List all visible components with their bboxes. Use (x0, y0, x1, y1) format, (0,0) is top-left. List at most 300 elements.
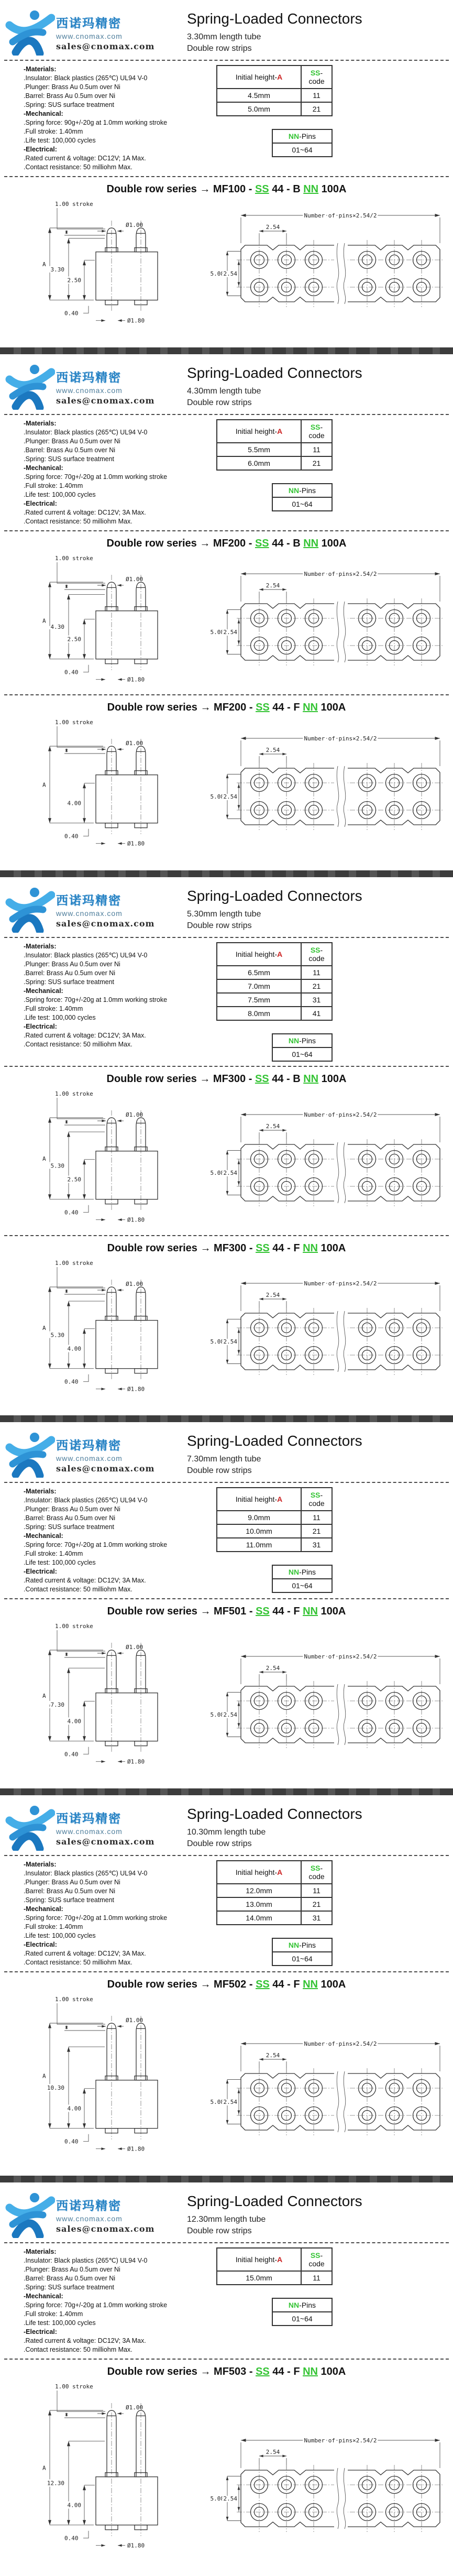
page-title: Spring-Loaded Connectors (187, 1806, 362, 1822)
pins-header-row (272, 1565, 332, 1579)
series-section (0, 2359, 453, 2557)
subtitle-row-type: Double row strips (187, 44, 252, 53)
col-ss-code: SS-code (301, 66, 332, 89)
col-ss-code: SS-code (301, 2248, 332, 2271)
svg-text:1.00 stroke: 1.00 stroke (55, 1259, 93, 1267)
side-view-drawing (34, 552, 181, 691)
top-view-drawing (209, 564, 446, 674)
height-code-header-row (217, 2248, 332, 2271)
datasheet-page (0, 2182, 453, 2572)
page-title: Spring-Loaded Connectors (187, 888, 362, 904)
svg-text:A: A (42, 2464, 46, 2472)
height-code-table (216, 1860, 333, 1925)
series-section (0, 1971, 453, 2160)
pins-header: NN-Pins (272, 1938, 332, 1952)
col-initial-height: Initial height-A (217, 2248, 301, 2271)
pins-value-row (272, 2312, 332, 2326)
height-code-row: 10.0mm 21 (217, 1524, 332, 1538)
company-logo (5, 887, 154, 933)
heading-part: 100A (318, 1242, 346, 1254)
col-ss-code: SS-code (301, 943, 332, 966)
svg-text:5.08: 5.08 (210, 1338, 224, 1346)
dashed-divider (4, 2359, 449, 2360)
series-heading (0, 1073, 453, 1085)
spec-list (24, 65, 207, 172)
svg-text:5.08: 5.08 (210, 1169, 224, 1176)
top-view-drawing (209, 2034, 446, 2144)
svg-text:1.00 stroke: 1.00 stroke (55, 1996, 93, 2003)
company-logo (5, 9, 154, 56)
subtitle-row-type: Double row strips (187, 2226, 252, 2235)
svg-text:2.54: 2.54 (223, 1338, 237, 1346)
subtitle-tube-length: 12.30mm length tube (187, 2214, 266, 2224)
svg-text:5.08: 5.08 (210, 1711, 224, 1719)
logo-figure-icon (5, 9, 55, 56)
dashed-divider (4, 2242, 449, 2243)
svg-text:1.00 stroke: 1.00 stroke (55, 1090, 93, 1098)
tables-column (216, 1860, 333, 1966)
logo-text (56, 891, 154, 929)
pins-header-row (272, 1034, 332, 1047)
spec-line: .Full stroke: 1.40mm (24, 128, 83, 135)
height-code-row: 6.0mm 21 (217, 456, 332, 470)
subtitle-row-type: Double row strips (187, 921, 252, 931)
spec-section-heading: -Materials: (24, 1488, 57, 1496)
height-accent-a: A (277, 1495, 283, 1504)
subtitle-tube-length: 4.30mm length tube (187, 386, 261, 396)
side-view-drawing (34, 716, 181, 855)
logo-brand-cn: 西诺玛精密 (56, 1811, 121, 1826)
series-section (0, 1066, 453, 1231)
svg-text:0.40: 0.40 (64, 310, 79, 317)
series-section (0, 530, 453, 691)
pins-value-row (272, 1047, 332, 1061)
page-title: Spring-Loaded Connectors (187, 10, 362, 27)
svg-text:Number of pins×2.54/2: Number of pins×2.54/2 (304, 1653, 377, 1661)
spec-line: .Rated current & voltage: DC12V; 3A Max. (24, 1032, 146, 1040)
arrow-icon: → (200, 2365, 214, 2377)
spec-line: .Barrel: Brass Au 0.5um over Ni (24, 446, 116, 454)
code-part: SS (256, 2365, 270, 2377)
logo-brand-cn: 西诺玛精密 (56, 893, 121, 908)
svg-text:Ø1.80: Ø1.80 (127, 1216, 145, 1224)
spec-line: .Insulator: Black plastics (265℃) UL94 V-0 (24, 2256, 148, 2264)
spec-line: .Contact resistance: 50 milliohm Max. (24, 517, 132, 525)
spec-line: .Spring force: 70g+/-20g at 1.0mm working stroke (24, 1914, 168, 1922)
heading-part: MF300 - (213, 1073, 255, 1085)
height-accent-a: A (277, 1868, 283, 1877)
dashed-divider (4, 1598, 449, 1599)
code-part: SS (256, 1606, 270, 1618)
svg-text:10.30: 10.30 (47, 2084, 65, 2092)
logo-website: www.cnomax.com (56, 1827, 123, 1836)
pins-range: 01~64 (272, 1952, 332, 1966)
ss-accent: SS (310, 946, 321, 955)
logo-figure-icon (5, 2192, 55, 2238)
page-header (0, 2188, 453, 2238)
page-title: Spring-Loaded Connectors (187, 2192, 362, 2209)
series-heading (0, 183, 453, 195)
logo-email: sales@cnomax.com (56, 919, 155, 929)
tables-column (216, 1487, 333, 1593)
dashed-divider (4, 937, 449, 938)
top-view-drawing (209, 1105, 446, 1215)
pins-header: NN-Pins (272, 2298, 332, 2312)
svg-text:Number of pins×2.54/2: Number of pins×2.54/2 (304, 2040, 377, 2047)
dashed-divider (4, 1855, 449, 1856)
pins-header-row (272, 484, 332, 497)
pins-table (272, 129, 333, 157)
logo-text (56, 1809, 154, 1847)
side-view-drawing (34, 198, 181, 332)
svg-text:Ø1.00: Ø1.00 (125, 1111, 143, 1119)
technical-drawings (34, 1257, 448, 1400)
svg-text:0.40: 0.40 (64, 1209, 79, 1216)
height-code-table (216, 65, 333, 116)
ss-accent: SS (310, 2251, 321, 2260)
spec-line: .Spring force: 70g+/-20g at 1.0mm working stroke (24, 2301, 168, 2309)
arrow-icon: → (200, 1073, 213, 1085)
pins-header: NN-Pins (272, 129, 332, 143)
svg-text:A: A (42, 781, 46, 789)
height-code-header-row (217, 66, 332, 89)
spec-line: .Full stroke: 1.40mm (24, 2310, 83, 2318)
spec-line: .Plunger: Brass Au 0.5um over Ni (24, 437, 120, 445)
svg-text:2.54: 2.54 (266, 1122, 280, 1130)
col-ss-code: SS-code (301, 1861, 332, 1884)
series-sections (0, 530, 453, 855)
arrow-icon: → (200, 1606, 214, 1618)
svg-text:2.54: 2.54 (223, 1169, 237, 1176)
pins-range: 01~64 (272, 143, 332, 157)
spec-line: .Plunger: Brass Au 0.5um over Ni (24, 2265, 120, 2273)
svg-text:Ø1.80: Ø1.80 (127, 2542, 145, 2549)
tables-column (216, 65, 333, 157)
svg-text:4.00: 4.00 (67, 1345, 82, 1352)
code-part: NN (303, 1979, 318, 1991)
pins-range: 01~64 (272, 1047, 332, 1061)
heading-part: Double row series (107, 2365, 201, 2377)
spec-line: .Barrel: Brass Au 0.5um over Ni (24, 92, 116, 100)
spec-line: .Plunger: Brass Au 0.5um over Ni (24, 960, 120, 968)
heading-part: MF200 - (213, 537, 255, 549)
series-sections (0, 2359, 453, 2557)
dashed-divider (4, 1066, 449, 1067)
spec-section-heading: -Electrical: (24, 499, 57, 507)
spec-list (24, 2247, 207, 2354)
code-part: NN (303, 1073, 319, 1085)
height-accent-a: A (277, 73, 283, 81)
svg-text:1.00 stroke: 1.00 stroke (55, 554, 93, 562)
spec-line: .Spring force: 70g+/-20g at 1.0mm working stroke (24, 996, 168, 1004)
technical-drawings (34, 1993, 448, 2160)
tables-column (216, 419, 333, 511)
spec-list (24, 1487, 207, 1594)
logo-email: sales@cnomax.com (56, 1464, 155, 1474)
heading-part: 100A (318, 2365, 346, 2377)
svg-text:Ø1.80: Ø1.80 (127, 2145, 145, 2153)
spec-line: .Plunger: Brass Au 0.5um over Ni (24, 1505, 120, 1513)
heading-part: 44 - B (269, 183, 304, 195)
svg-text:4.00: 4.00 (67, 1718, 82, 1726)
svg-text:Ø1.00: Ø1.00 (125, 2404, 143, 2411)
heading-part: Double row series (106, 183, 200, 195)
pins-header: NN-Pins (272, 484, 332, 497)
pins-value-row (272, 143, 332, 157)
svg-text:A: A (42, 2072, 46, 2080)
nn-accent: NN (288, 132, 300, 140)
pins-value-row (272, 1579, 332, 1592)
heading-part: 44 - F (269, 702, 303, 714)
svg-text:Number of pins×2.54/2: Number of pins×2.54/2 (304, 571, 377, 578)
heading-part: Double row series (107, 1606, 201, 1618)
page-header (0, 882, 453, 933)
logo-figure-icon (5, 887, 55, 933)
title-block (187, 9, 362, 53)
page-separator-bar (0, 2176, 453, 2182)
spec-section-heading: -Materials: (24, 66, 57, 73)
svg-text:2.50: 2.50 (67, 1176, 82, 1183)
subtitle-tube-length: 7.30mm length tube (187, 1455, 261, 1464)
dashed-divider (4, 60, 449, 61)
subtitle-tube-length: 5.30mm length tube (187, 910, 261, 919)
svg-text:Ø1.80: Ø1.80 (127, 841, 145, 848)
logo-figure-icon (5, 364, 55, 410)
spec-row (0, 1487, 453, 1594)
spec-section-heading: -Materials: (24, 419, 57, 427)
spec-section-heading: -Materials: (24, 2247, 57, 2255)
heading-part: MF502 - (214, 1979, 256, 1991)
ss-accent: SS (310, 1491, 321, 1500)
heading-part: Double row series (106, 537, 200, 549)
logo-text (56, 368, 154, 406)
svg-text:5.08: 5.08 (210, 793, 224, 801)
spec-line: .Rated current & voltage: DC12V; 3A Max. (24, 508, 146, 516)
nn-accent: NN (288, 1036, 300, 1045)
height-code-row: 8.0mm 41 (217, 1007, 332, 1020)
arrow-icon: → (200, 702, 214, 714)
spec-line: .Full stroke: 1.40mm (24, 1005, 83, 1013)
datasheet-page (0, 0, 453, 347)
code-part: NN (303, 183, 319, 195)
svg-text:7.30: 7.30 (50, 1701, 65, 1709)
spec-line: .Rated current & voltage: DC12V; 3A Max. (24, 1577, 146, 1585)
series-section (0, 694, 453, 855)
logo-email: sales@cnomax.com (56, 2223, 155, 2234)
col-initial-height: Initial height-A (217, 943, 301, 966)
svg-text:5.08: 5.08 (210, 270, 224, 277)
heading-part: MF501 - (214, 1606, 256, 1618)
spec-line: .Full stroke: 1.40mm (24, 1923, 83, 1931)
heading-part: 44 - F (269, 2365, 303, 2377)
spec-line: .Barrel: Brass Au 0.5um over Ni (24, 2274, 116, 2282)
nn-accent: NN (288, 486, 300, 495)
top-view-drawing (209, 729, 446, 839)
ss-accent: SS (310, 422, 321, 431)
code-part: SS (256, 702, 270, 714)
logo-brand-cn: 西诺玛精密 (56, 370, 121, 384)
pins-table (272, 1565, 333, 1593)
spec-line: .Spring force: 90g+/-20g at 1.0mm working stroke (24, 119, 168, 126)
title-block (187, 2192, 362, 2236)
svg-text:A: A (42, 260, 46, 268)
series-heading (0, 538, 453, 550)
subtitle-row-type: Double row strips (187, 398, 252, 407)
svg-text:5.08: 5.08 (210, 2098, 224, 2105)
svg-text:2.54: 2.54 (266, 223, 280, 231)
height-code-row: 7.5mm 31 (217, 993, 332, 1007)
heading-part: 44 - F (269, 1242, 303, 1254)
height-code-row: 14.0mm 31 (217, 1911, 332, 1925)
logo-figure-icon (5, 1432, 55, 1478)
spec-line: .Contact resistance: 50 milliohm Max. (24, 2345, 132, 2353)
svg-text:Ø1.80: Ø1.80 (127, 1759, 145, 1766)
logo-website: www.cnomax.com (56, 386, 123, 395)
height-code-row: 11.0mm 31 (217, 1538, 332, 1552)
heading-part: Double row series (106, 1073, 200, 1085)
company-logo (5, 1432, 154, 1478)
code-part: SS (256, 1242, 270, 1254)
svg-text:A: A (42, 1693, 46, 1700)
col-ss-code: SS-code (301, 1488, 332, 1511)
spec-line: .Full stroke: 1.40mm (24, 1550, 83, 1558)
svg-text:2.54: 2.54 (266, 1292, 280, 1299)
svg-text:A: A (42, 1155, 46, 1162)
technical-drawings (34, 716, 448, 855)
spec-line: .Barrel: Brass Au 0.5um over Ni (24, 969, 116, 977)
series-heading (0, 1606, 453, 1618)
spec-row (0, 419, 453, 526)
spec-line: .Rated current & voltage: DC12V; 1A Max. (24, 155, 146, 162)
col-ss-code: SS-code (301, 420, 332, 443)
dashed-divider (4, 176, 449, 177)
spec-section-heading: -Electrical: (24, 2328, 57, 2335)
code-part: SS (255, 183, 269, 195)
top-view-drawing (209, 1647, 446, 1757)
side-view-drawing (34, 1087, 181, 1231)
spec-section-heading: -Mechanical: (24, 464, 63, 472)
page-header (0, 5, 453, 56)
spec-section-heading: -Materials: (24, 943, 57, 951)
height-code-header-row (217, 943, 332, 966)
page-header (0, 359, 453, 410)
spec-line: .Insulator: Black plastics (265℃) UL94 V-0 (24, 1497, 148, 1504)
datasheet-page (0, 1795, 453, 2176)
top-view-drawing (209, 206, 446, 316)
series-section (0, 1598, 453, 1773)
height-code-row: 7.0mm 21 (217, 979, 332, 993)
pins-table (272, 2298, 333, 2326)
code-part: SS (255, 1073, 269, 1085)
height-code-row: 4.5mm 11 (217, 89, 332, 102)
spec-section-heading: -Mechanical: (24, 1532, 63, 1540)
nn-accent: NN (288, 2300, 300, 2309)
logo-email: sales@cnomax.com (56, 1837, 155, 1847)
page-separator-bar (0, 870, 453, 877)
height-code-row: 5.5mm 11 (217, 443, 332, 456)
svg-text:0.40: 0.40 (64, 833, 79, 841)
spec-line: .Spring: SUS surface treatment (24, 2283, 114, 2291)
heading-part: 44 - F (269, 1606, 303, 1618)
height-code-row: 15.0mm 11 (217, 2271, 332, 2285)
dashed-divider (4, 414, 449, 415)
page-title: Spring-Loaded Connectors (187, 1433, 362, 1449)
spec-list (24, 1860, 207, 1967)
spec-section-heading: -Electrical: (24, 1023, 57, 1031)
logo-website: www.cnomax.com (56, 2214, 123, 2223)
pins-value-row (272, 497, 332, 511)
nn-accent: NN (288, 1941, 300, 1950)
logo-text (56, 2196, 154, 2234)
page-separator-bar (0, 1788, 453, 1795)
title-block (187, 1805, 362, 1849)
pins-range: 01~64 (272, 497, 332, 511)
logo-brand-cn: 西诺玛精密 (56, 16, 121, 30)
svg-text:2.50: 2.50 (67, 277, 82, 284)
spec-line: .Plunger: Brass Au 0.5um over Ni (24, 1879, 120, 1886)
datasheet-page (0, 877, 453, 1415)
svg-text:0.40: 0.40 (64, 1378, 79, 1385)
side-view-drawing (34, 1257, 181, 1400)
series-heading (0, 1979, 453, 1991)
svg-text:A: A (42, 617, 46, 625)
svg-text:12.30: 12.30 (47, 2480, 65, 2487)
col-initial-height: Initial height-A (217, 66, 301, 89)
svg-text:Ø1.80: Ø1.80 (127, 1385, 145, 1393)
spec-section-heading: -Mechanical: (24, 110, 63, 117)
ss-accent: SS (310, 1864, 321, 1873)
spec-row (0, 942, 453, 1062)
pins-header-row (272, 2298, 332, 2312)
spec-line: .Life test: 100,000 cycles (24, 1014, 96, 1022)
heading-part: Double row series (107, 702, 201, 714)
spec-row (0, 1860, 453, 1967)
spec-line: .Life test: 100,000 cycles (24, 2319, 96, 2327)
tables-column (216, 942, 333, 1062)
arrow-icon: → (200, 537, 213, 549)
spec-line: .Spring: SUS surface treatment (24, 455, 114, 463)
height-code-row: 12.0mm 11 (217, 1884, 332, 1897)
height-code-table (216, 419, 333, 471)
height-accent-a: A (277, 950, 283, 959)
spec-line: .Full stroke: 1.40mm (24, 482, 83, 489)
svg-text:5.08: 5.08 (210, 629, 224, 636)
arrow-icon: → (200, 183, 213, 195)
subtitle-tube-length: 3.30mm length tube (187, 32, 261, 41)
spec-line: .Rated current & voltage: DC12V; 3A Max. (24, 1950, 146, 1958)
spec-list (24, 942, 207, 1049)
pins-header: NN-Pins (272, 1034, 332, 1047)
spec-section-heading: -Electrical: (24, 1941, 57, 1949)
heading-part: 100A (318, 183, 347, 195)
company-logo (5, 2192, 154, 2238)
svg-text:5.30: 5.30 (50, 1331, 65, 1339)
height-code-header-row (217, 1861, 332, 1884)
svg-text:2.54: 2.54 (223, 793, 237, 801)
svg-text:Ø1.00: Ø1.00 (125, 1644, 143, 1651)
spec-line: .Insulator: Black plastics (265℃) UL94 V-0 (24, 1870, 148, 1878)
height-code-header-row (217, 1488, 332, 1511)
spec-line: .Contact resistance: 50 milliohm Max. (24, 1586, 132, 1593)
pins-range: 01~64 (272, 1579, 332, 1592)
spec-line: .Insulator: Black plastics (265℃) UL94 V-0 (24, 952, 148, 959)
technical-drawings (34, 1087, 448, 1231)
code-part: NN (303, 2365, 318, 2377)
svg-text:Ø1.80: Ø1.80 (127, 317, 145, 324)
technical-drawings (34, 2380, 448, 2557)
svg-text:2.54: 2.54 (223, 2098, 237, 2105)
page-title: Spring-Loaded Connectors (187, 364, 362, 381)
